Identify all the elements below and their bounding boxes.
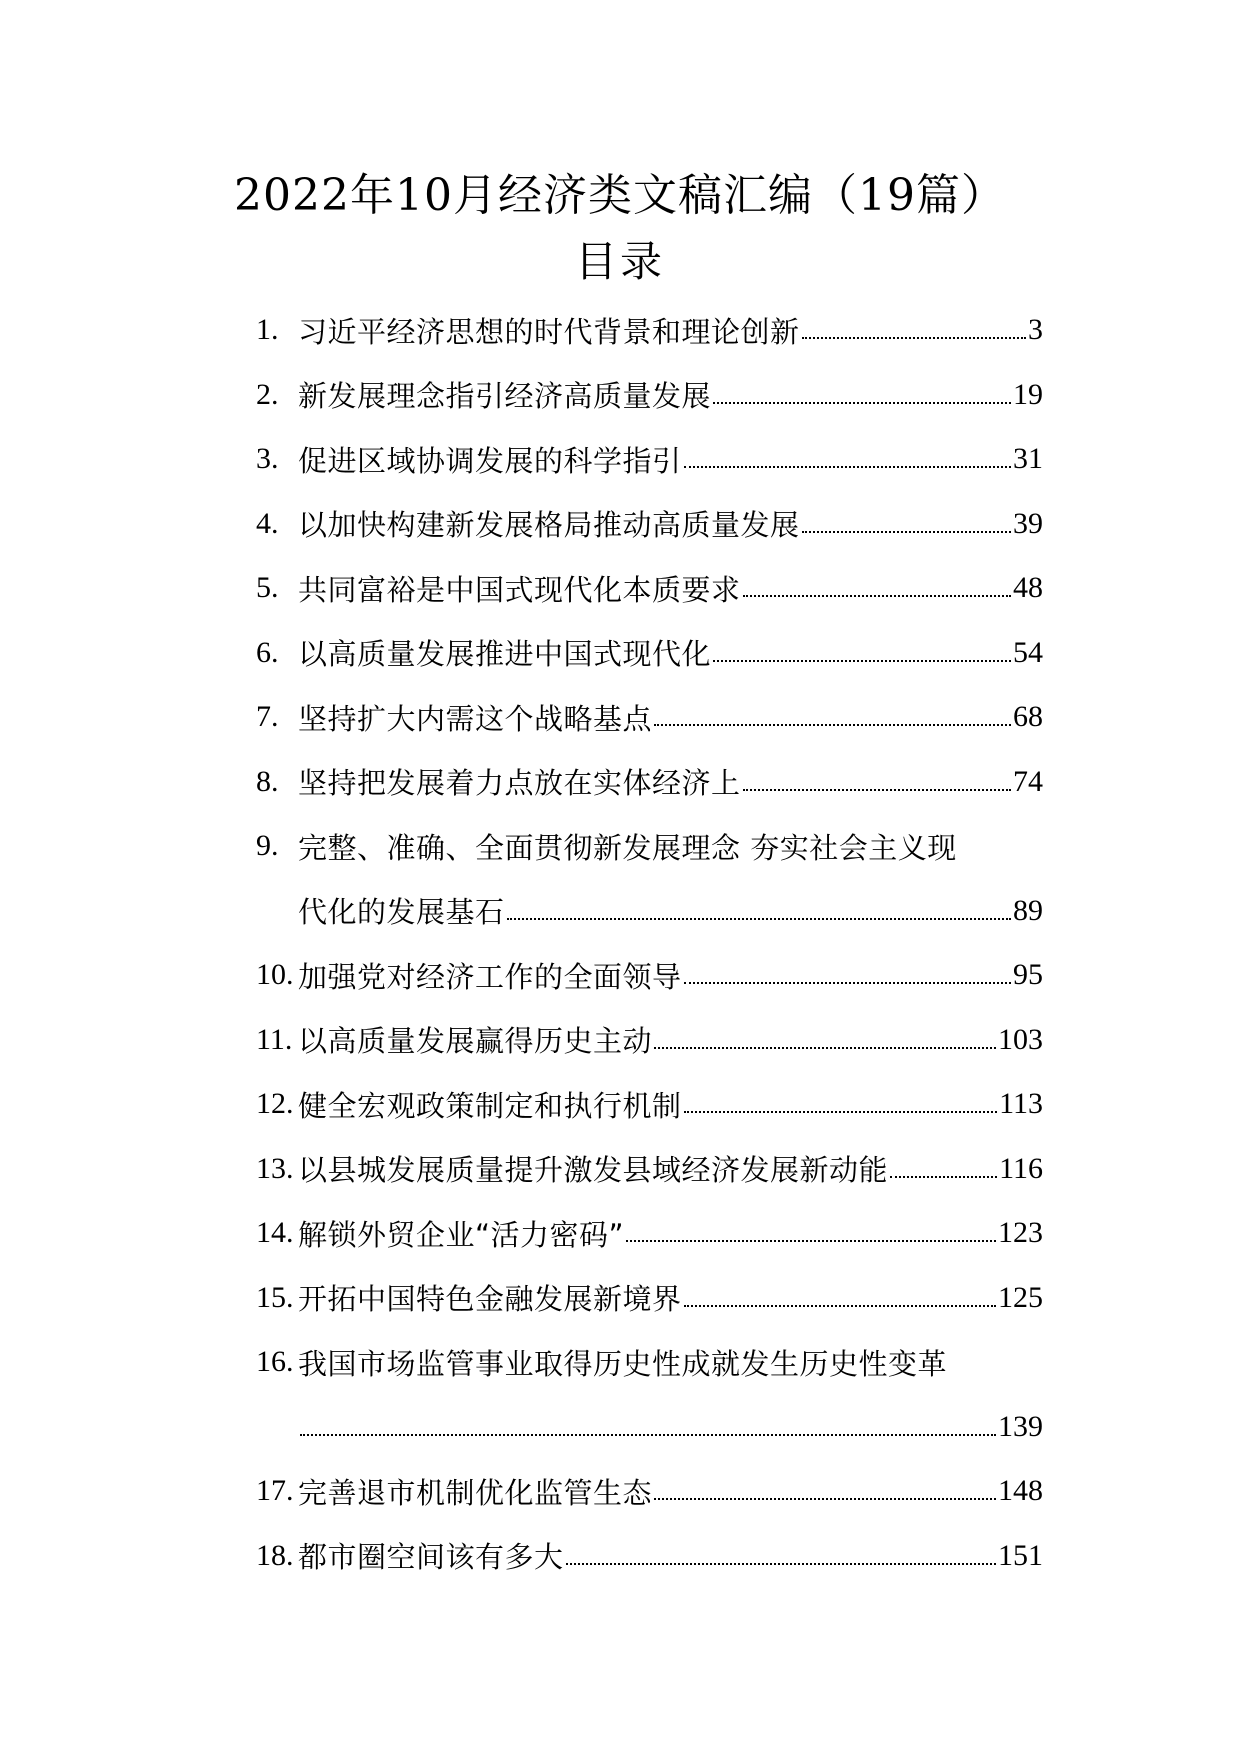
toc-dot-leader [743,573,1011,603]
toc-dot-leader [684,960,1011,990]
toc-entry-continuation[interactable] [256,1395,1043,1460]
toc-dot-leader [743,767,1011,797]
toc-entry-title: 我国市场监管事业取得历史性成就发生历史性变革 [298,1346,948,1381]
toc-entry-title: 开拓中国特色金融发展新境界 [298,1282,682,1317]
toc-entry[interactable] [256,1266,1043,1331]
toc-entry-number: 16. [256,1345,294,1379]
toc-entry[interactable] [256,556,1043,621]
toc-entry[interactable] [256,814,1043,879]
toc-entry[interactable] [256,427,1043,492]
toc-entry[interactable] [256,943,1043,1008]
toc-entry-title: 加强党对经济工作的全面领导 [298,959,682,994]
toc-dot-leader [802,315,1026,345]
toc-entry[interactable] [256,1524,1043,1589]
toc-entry-page-number: 54 [1013,635,1043,669]
toc-entry-title: 完整、准确、全面贯彻新发展理念 夯实社会主义现 [298,830,957,865]
toc-entry-page-number: 39 [1013,506,1043,540]
toc-entry-title-continuation: 代化的发展基石 [298,895,505,930]
toc-entry-page-number: 19 [1013,377,1043,411]
document-title: 2022年10月经济类文稿汇编（19篇） [234,170,1006,221]
toc-entry[interactable] [256,492,1043,557]
toc-entry-number: 18. [256,1538,294,1572]
toc-dot-leader [654,702,1011,732]
toc-entry-page-number: 68 [1013,700,1043,734]
toc-entry[interactable] [256,1330,1043,1395]
toc-entry[interactable] [256,298,1043,363]
toc-entry-page-number: 31 [1013,442,1043,476]
toc-entry-title: 坚持扩大内需这个战略基点 [298,701,653,736]
toc-entry-title: 共同富裕是中国式现代化本质要求 [298,572,741,607]
toc-entry-page-number: 116 [999,1151,1043,1185]
toc-entry-title: 完善退市机制优化监管生态 [298,1475,653,1510]
toc-dot-leader [713,638,1011,668]
toc-entry-number: 7. [256,700,279,734]
toc-entry[interactable] [256,685,1043,750]
toc-entry-title: 习近平经济思想的时代背景和理论创新 [298,314,800,349]
toc-entry-number: 13. [256,1151,294,1185]
toc-entry-number: 5. [256,571,279,605]
toc-entry-title: 都市圈空间该有多大 [298,1540,564,1575]
toc-entry-number: 9. [256,829,279,863]
toc-dot-leader [684,444,1011,474]
toc-entry[interactable] [256,1072,1043,1137]
toc-entry-page-number: 3 [1028,313,1043,347]
toc-entry-page-number: 125 [998,1280,1043,1314]
toc-entry[interactable] [256,621,1043,686]
toc-entry-title: 新发展理念指引经济高质量发展 [298,379,712,414]
toc-entry-number: 4. [256,506,279,540]
toc-entry-page-number: 139 [998,1409,1043,1443]
toc-entry[interactable] [256,363,1043,428]
toc-dot-leader [684,1283,996,1313]
toc-dot-leader [684,1089,998,1119]
toc-entry[interactable] [256,1459,1043,1524]
toc-dot-leader [626,1218,996,1248]
toc-entry-number: 2. [256,377,279,411]
toc-dot-leader [890,1154,997,1184]
toc-dot-leader [654,1476,996,1506]
toc-dot-leader [654,1025,996,1055]
toc-entry-number: 8. [256,764,279,798]
toc-entry-number: 17. [256,1474,294,1508]
toc-heading: 目录 [574,237,665,286]
toc-entry-number: 11. [256,1022,293,1056]
toc-entry[interactable] [256,1008,1043,1073]
toc-entry-title: 坚持把发展着力点放在实体经济上 [298,766,741,801]
toc-entry-number: 3. [256,442,279,476]
toc-entry-number: 1. [256,313,279,347]
toc-entry-title: 解锁外贸企业“活力密码” [298,1217,625,1252]
toc-entry-page-number: 151 [998,1538,1043,1572]
toc-entry-number: 14. [256,1216,294,1250]
toc-dot-leader [802,509,1011,539]
toc-entry-page-number: 113 [999,1087,1043,1121]
toc-entry-title: 以高质量发展推进中国式现代化 [298,637,712,672]
toc-entry-number: 12. [256,1087,294,1121]
toc-entry[interactable] [256,1201,1043,1266]
toc-entry-title: 以高质量发展赢得历史主动 [298,1024,653,1059]
toc-entry-page-number: 48 [1013,571,1043,605]
toc-dot-leader [566,1541,996,1571]
toc-entry[interactable] [256,750,1043,815]
toc-entry-page-number: 74 [1013,764,1043,798]
toc-entry-number: 10. [256,958,294,992]
toc-dot-leader [713,380,1011,410]
toc-entry-page-number: 103 [998,1022,1043,1056]
toc-entry-title: 健全宏观政策制定和执行机制 [298,1088,682,1123]
table-of-contents [256,298,1043,1588]
toc-entry-title: 促进区域协调发展的科学指引 [298,443,682,478]
toc-entry-page-number: 89 [1013,893,1043,927]
toc-entry[interactable] [256,1137,1043,1202]
toc-entry-page-number: 123 [998,1216,1043,1250]
toc-dot-leader [300,1412,996,1442]
toc-entry-number: 15. [256,1280,294,1314]
toc-entry-title: 以县城发展质量提升激发县域经济发展新动能 [298,1153,889,1188]
toc-entry-number: 6. [256,635,279,669]
toc-dot-leader [507,896,1011,926]
toc-entry-page-number: 148 [998,1474,1043,1508]
toc-entry-title: 以加快构建新发展格局推动高质量发展 [298,508,800,543]
toc-entry-page-number: 95 [1013,958,1043,992]
toc-entry-continuation[interactable] [256,879,1043,944]
